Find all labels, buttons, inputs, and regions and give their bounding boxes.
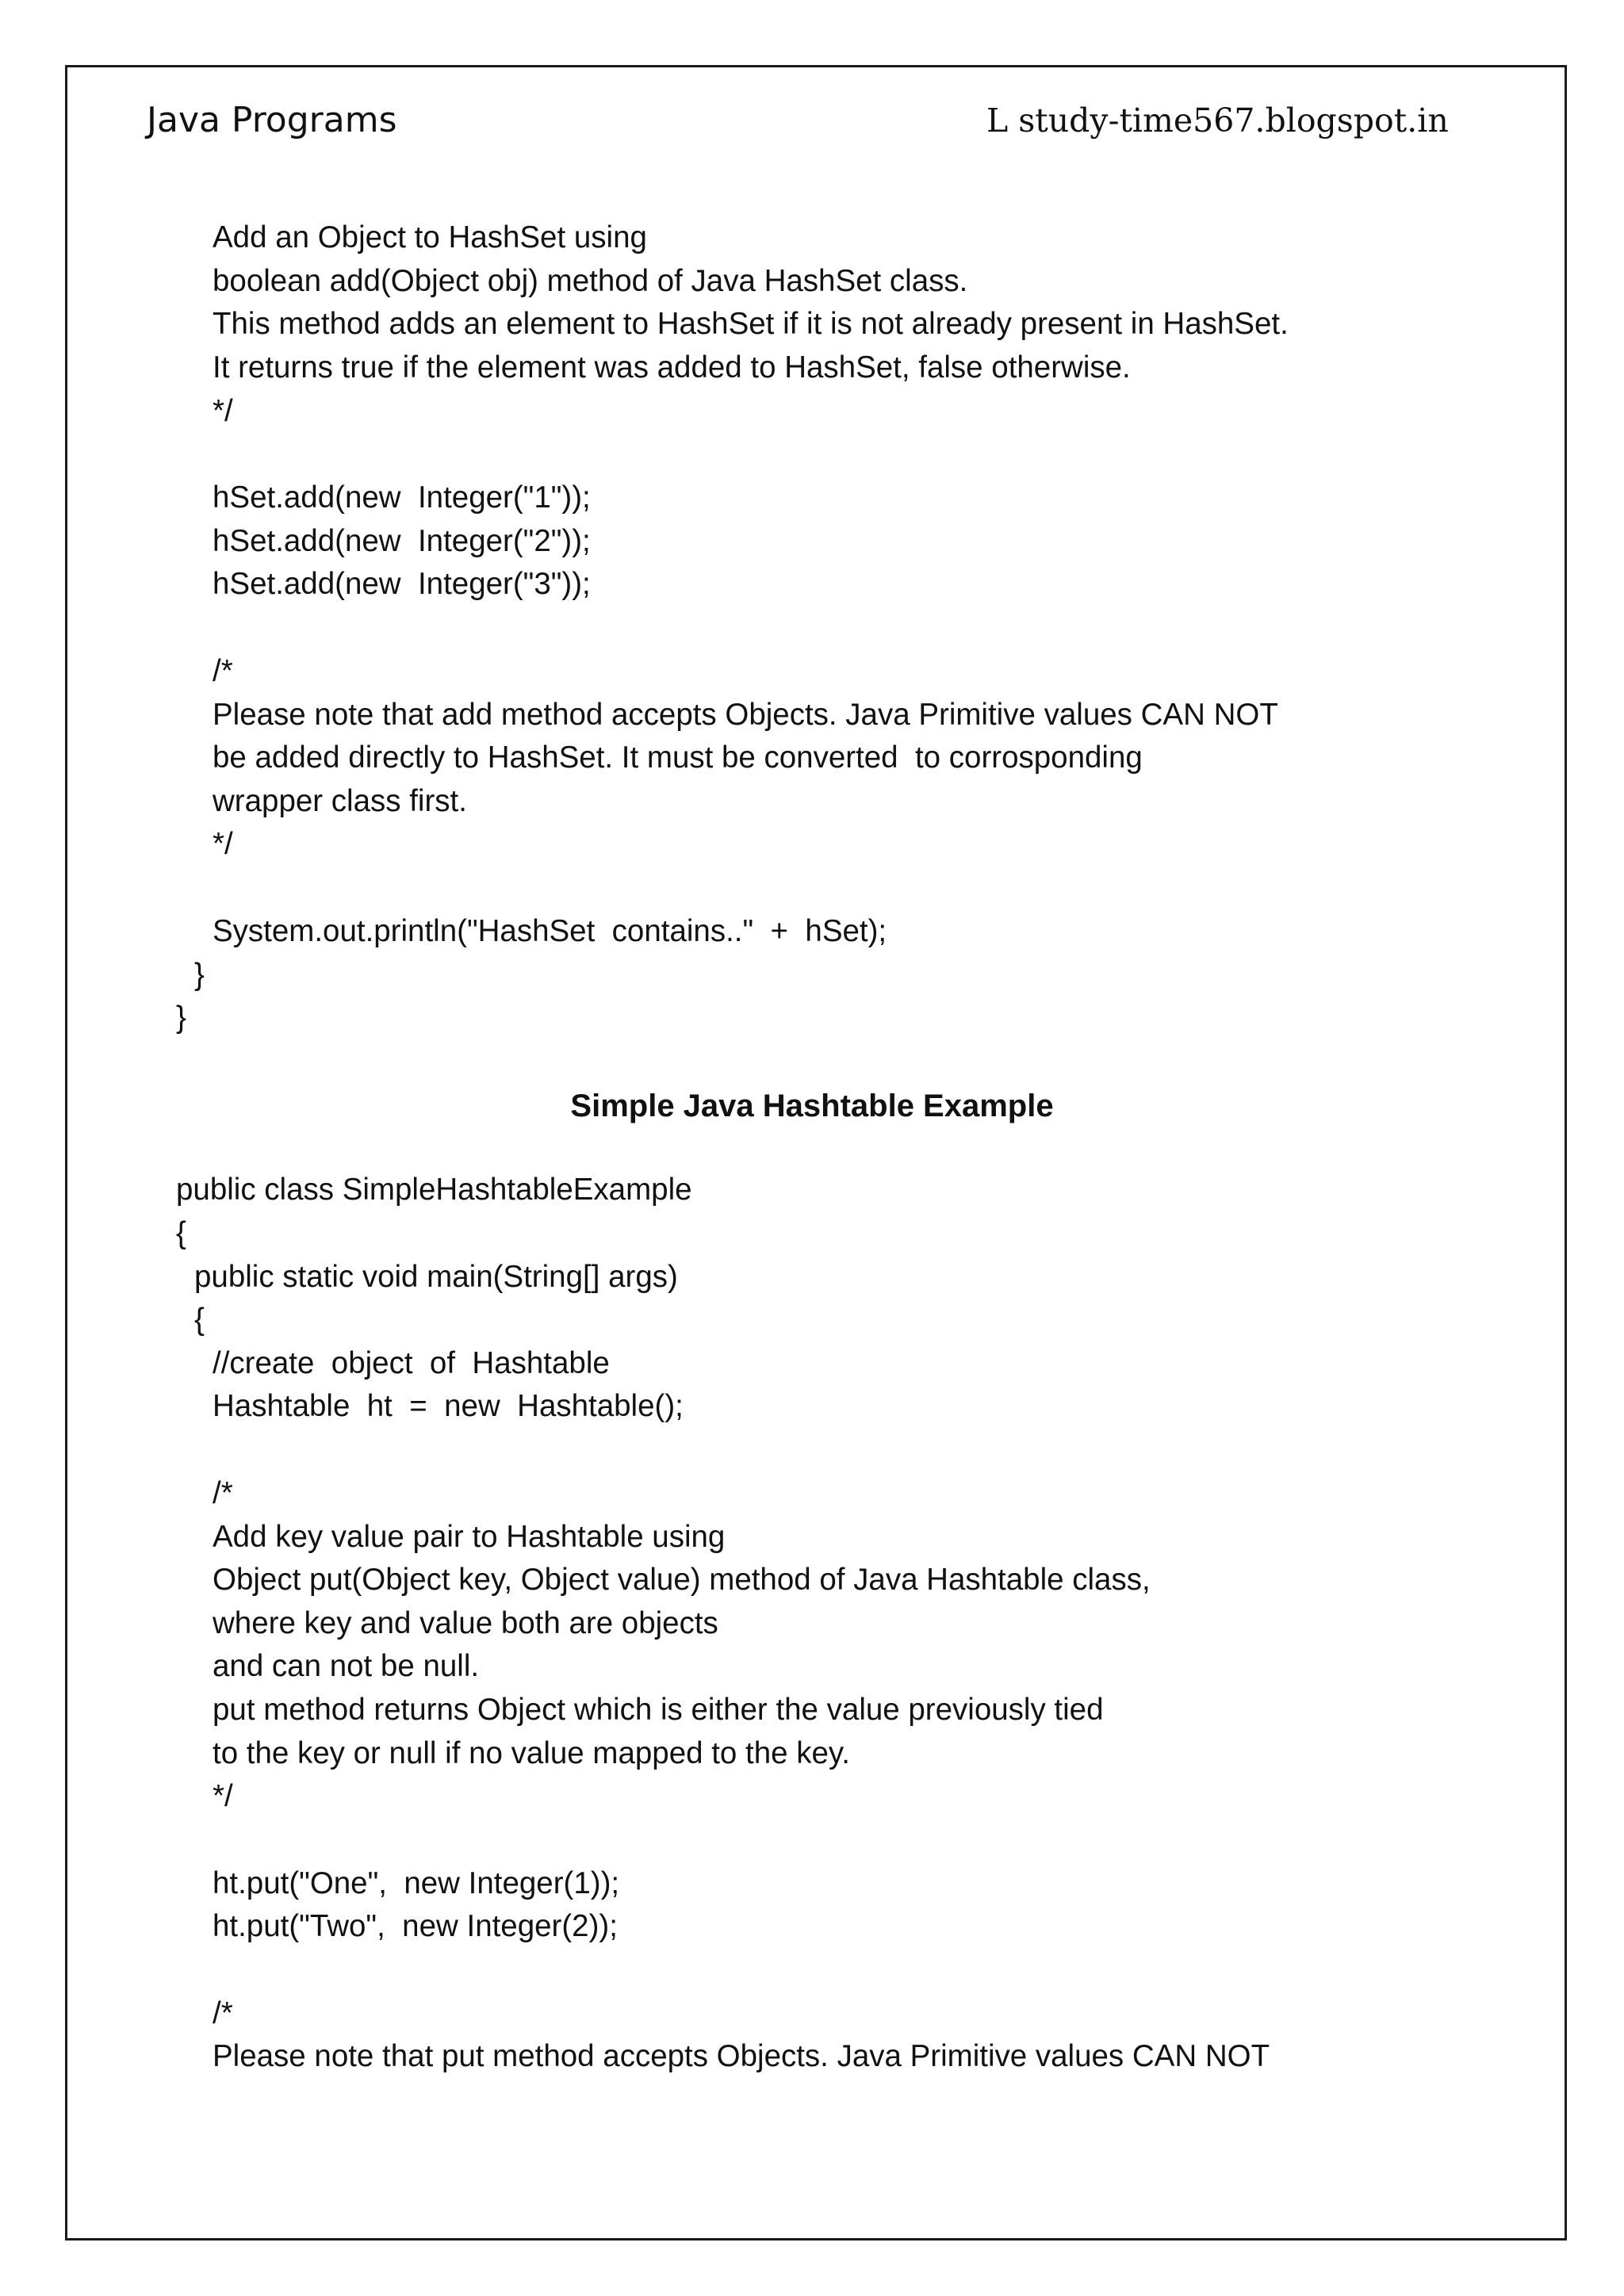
code-line: where key and value both are objects: [213, 1606, 718, 1640]
code-line: /*: [213, 1996, 233, 2030]
code-line: {: [194, 1303, 205, 1337]
code-line: Please note that put method accepts Objects. Java Primitive values CAN NOT: [213, 2039, 1270, 2073]
code-line: Add an Object to HashSet using: [213, 220, 647, 254]
code-line: {: [176, 1216, 186, 1250]
code-line: Please note that add method accepts Objects. Java Primitive values CAN NOT: [213, 698, 1278, 732]
code-line: ht.put("Two", new Integer(2));: [213, 1909, 618, 1943]
code-line: and can not be null.: [213, 1649, 480, 1683]
code-line: //create object of Hashtable: [213, 1346, 610, 1380]
code-line: hSet.add(new Integer("2"));: [213, 524, 591, 558]
code-line: /*: [213, 654, 233, 688]
code-line: put method returns Object which is either the value previously tied: [213, 1693, 1104, 1727]
code-line: to the key or null if no value mapped to the key.: [213, 1736, 850, 1770]
code-line: System.out.println("HashSet contains.." + hSet);: [213, 914, 887, 948]
code-line: ht.put("One", new Integer(1));: [213, 1866, 620, 1900]
code-line: This method adds an element to HashSet if it is not already present in HashSet.: [213, 307, 1289, 341]
code-line: */: [213, 827, 233, 861]
code-line: Hashtable ht = new Hashtable();: [213, 1389, 684, 1423]
code-line: }: [176, 1001, 186, 1035]
code-line: }: [194, 958, 205, 992]
code-line: /*: [213, 1476, 233, 1510]
code-line: public class SimpleHashtableExample: [176, 1173, 692, 1207]
code-line: Object put(Object key, Object value) method of Java Hashtable class,: [213, 1563, 1151, 1597]
code-line: It returns true if the element was added to HashSet, false otherwise.: [213, 350, 1131, 385]
code-line: Add key value pair to Hashtable using: [213, 1520, 726, 1554]
code-line: hSet.add(new Integer("1"));: [213, 480, 591, 515]
code-line: be added directly to HashSet. It must be converted to corrosponding: [213, 740, 1143, 775]
section-heading: Simple Java Hashtable Example: [570, 1089, 1054, 1123]
code-line: hSet.add(new Integer("3"));: [213, 567, 591, 601]
code-line: public static void main(String[] args): [194, 1260, 678, 1294]
code-line: boolean add(Object obj) method of Java HashSet class.: [213, 264, 968, 298]
code-line: */: [213, 394, 233, 428]
header-title: Java Programs: [147, 100, 397, 140]
code-line: */: [213, 1779, 233, 1813]
code-line: wrapper class first.: [213, 784, 467, 818]
header-website: L study-time567.blogspot.in: [986, 101, 1449, 140]
